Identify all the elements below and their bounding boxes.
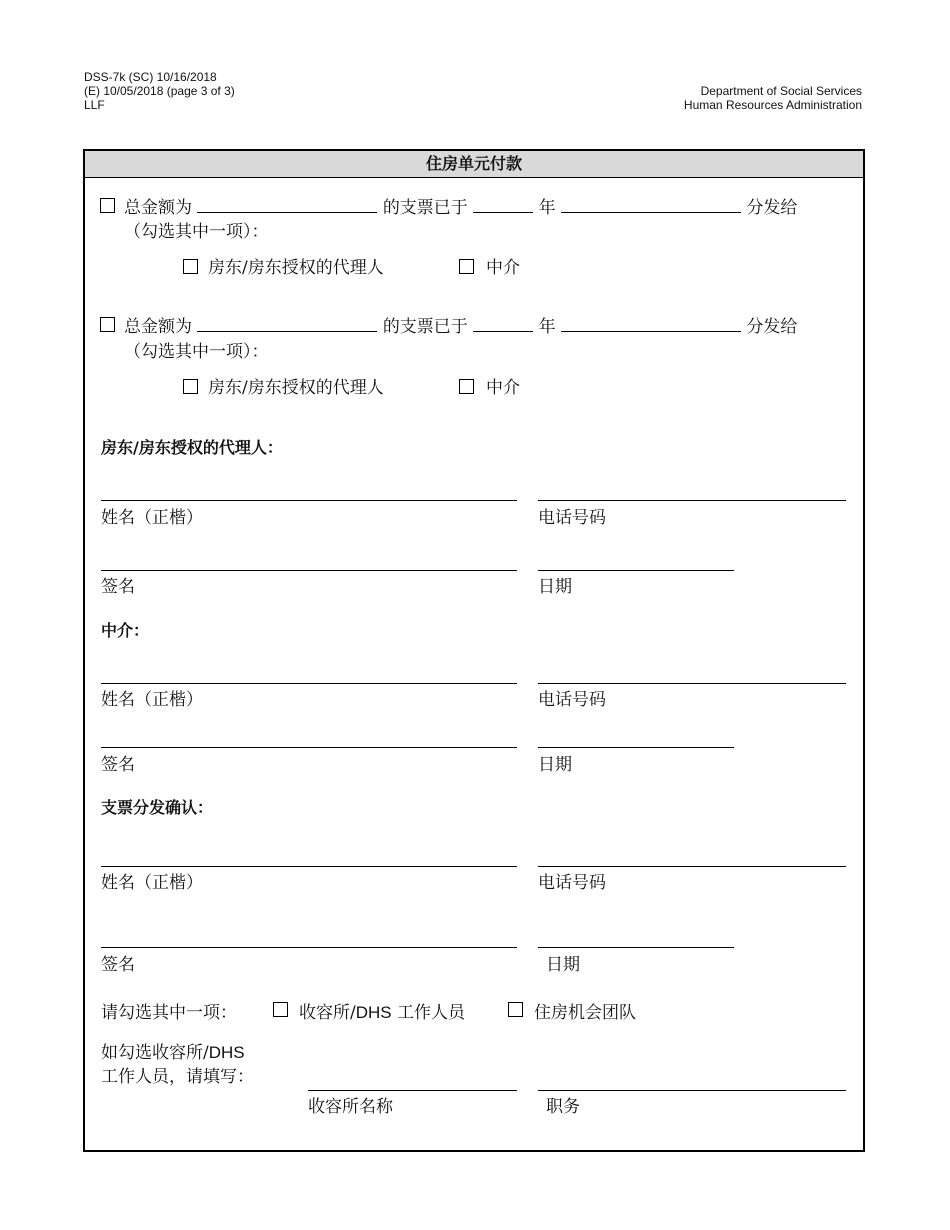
year-label: 年 — [538, 198, 556, 218]
landlord-section-title: 房东/房东授权的代理人： — [101, 438, 283, 457]
landlord-date-line[interactable] — [538, 570, 734, 571]
landlord-date-label: 日期 — [538, 577, 572, 597]
form-id-block — [84, 70, 235, 112]
issued-label: 分发给 — [746, 198, 798, 218]
payment-1-line — [124, 196, 797, 219]
if-shelter-line-2: 工作人员，请填写： — [101, 1067, 254, 1087]
check-date-field[interactable] — [473, 315, 533, 332]
issued-label: 分发给 — [746, 317, 798, 337]
agency-name: Department of Social Services — [700, 84, 862, 98]
shelter-staff-checkbox[interactable] — [273, 1002, 288, 1017]
broker-name-label: 姓名（正楷） — [101, 690, 203, 710]
amount-field[interactable] — [197, 196, 377, 213]
shelter-staff-dhs: DHS — [355, 1003, 392, 1022]
landlord-phone-line[interactable] — [538, 500, 846, 501]
payment-1-landlord-checkbox[interactable] — [183, 259, 198, 274]
amount-label: 总金额为 — [124, 317, 192, 337]
if-shelter-prefix: 如勾选收容所/ — [101, 1043, 209, 1063]
if-shelter-dhs: DHS — [208, 1043, 245, 1062]
confirm-date-label: 日期 — [546, 955, 580, 975]
broker-signature-line[interactable] — [101, 747, 517, 748]
amount-field[interactable] — [197, 315, 377, 332]
year-field[interactable] — [561, 315, 741, 332]
broker-name-line[interactable] — [101, 683, 517, 684]
confirm-name-line[interactable] — [101, 866, 517, 867]
year-label: 年 — [538, 317, 556, 337]
form-code: LLF — [84, 98, 105, 112]
job-title-line[interactable] — [538, 1090, 846, 1091]
if-shelter-line-1 — [101, 1042, 245, 1064]
confirm-signature-label: 签名 — [101, 955, 135, 975]
year-field[interactable] — [561, 196, 741, 213]
confirm-signature-line[interactable] — [101, 947, 517, 948]
shelter-name-label: 收容所名称 — [308, 1097, 393, 1117]
agency-sub: Human Resources Administration — [683, 98, 862, 112]
check-label: 的支票已于 — [382, 317, 468, 337]
confirm-phone-line[interactable] — [538, 866, 846, 867]
shelter-staff-prefix: 收容所/ — [299, 1003, 356, 1023]
confirm-section-title: 支票分发确认： — [101, 798, 214, 817]
check-date-field[interactable] — [473, 196, 533, 213]
shelter-name-line[interactable] — [308, 1090, 517, 1091]
broker-section-title: 中介： — [101, 621, 150, 640]
confirm-phone-label: 电话号码 — [538, 873, 606, 893]
housing-team-label: 住房机会团队 — [534, 1003, 636, 1023]
landlord-signature-label: 签名 — [101, 577, 135, 597]
housing-team-checkbox[interactable] — [508, 1002, 523, 1017]
payment-2-landlord-checkbox[interactable] — [183, 379, 198, 394]
payment-2-broker-checkbox[interactable] — [459, 379, 474, 394]
landlord-phone-label: 电话号码 — [538, 508, 606, 528]
payment-1-checkbox[interactable] — [100, 198, 115, 213]
agency-block — [684, 84, 862, 112]
payment-1-broker-checkbox[interactable] — [459, 259, 474, 274]
payment-1-choose-one: （勾选其中一项）： — [124, 222, 269, 242]
landlord-signature-line[interactable] — [101, 570, 517, 571]
payment-1-broker-label: 中介 — [486, 258, 520, 278]
confirm-name-label: 姓名（正楷） — [101, 873, 203, 893]
broker-date-label: 日期 — [538, 755, 572, 775]
broker-phone-label: 电话号码 — [538, 690, 606, 710]
shelter-staff-suffix: 工作人员 — [391, 1003, 466, 1023]
shelter-staff-label — [299, 1002, 465, 1024]
staff-type-prompt: 请勾选其中一项： — [101, 1003, 237, 1023]
confirm-date-line[interactable] — [538, 947, 734, 948]
payment-2-checkbox[interactable] — [100, 317, 115, 332]
landlord-name-line[interactable] — [101, 500, 517, 501]
payment-2-choose-one: （勾选其中一项）： — [124, 342, 269, 362]
job-title-label: 职务 — [546, 1097, 580, 1117]
landlord-name-label: 姓名（正楷） — [101, 508, 203, 528]
broker-phone-line[interactable] — [538, 683, 846, 684]
form-id: DSS-7k (SC) 10/16/2018 — [84, 70, 217, 84]
payment-1-landlord-label: 房东/房东授权的代理人 — [208, 258, 384, 278]
form-revision: (E) 10/05/2018 (page 3 of 3) — [84, 84, 235, 98]
check-label: 的支票已于 — [382, 198, 468, 218]
broker-signature-label: 签名 — [101, 755, 135, 775]
amount-label: 总金额为 — [124, 198, 192, 218]
payment-2-broker-label: 中介 — [486, 378, 520, 398]
broker-date-line[interactable] — [538, 747, 734, 748]
payment-2-line — [124, 315, 797, 338]
form-title: 住房单元付款 — [85, 151, 863, 178]
payment-2-landlord-label: 房东/房东授权的代理人 — [208, 378, 384, 398]
